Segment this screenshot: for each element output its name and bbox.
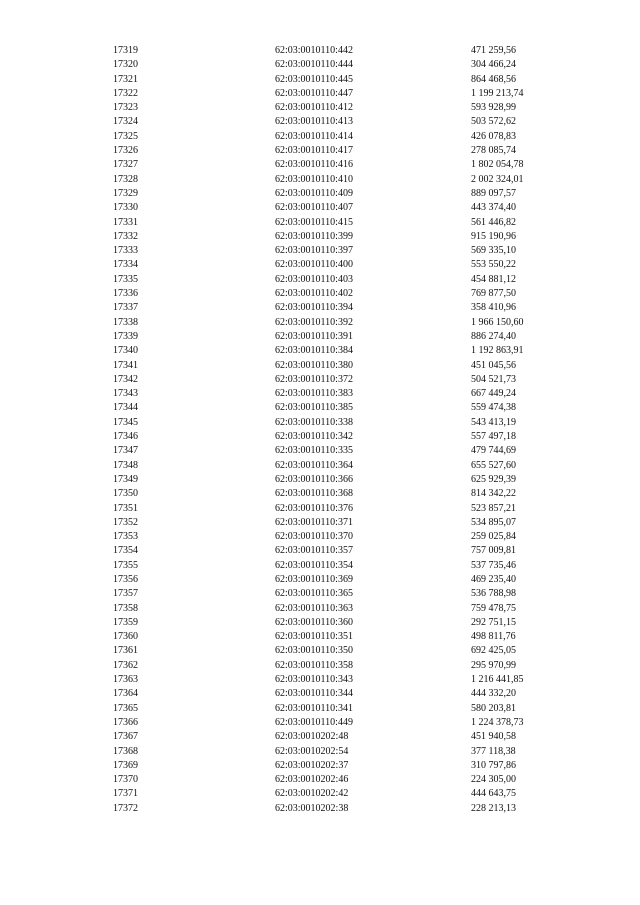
cadastral-value: 454 881,12 xyxy=(471,273,516,285)
cadastral-value: 503 572,62 xyxy=(471,116,516,128)
cadastral-value: 377 118,38 xyxy=(471,745,516,757)
table-row xyxy=(0,487,640,501)
row-number: 17349 xyxy=(113,473,138,485)
table-row xyxy=(0,559,640,573)
table-row xyxy=(0,787,640,801)
cadastral-number: 62:03:0010110:363 xyxy=(275,602,353,614)
table-row xyxy=(0,745,640,759)
cadastral-number: 62:03:0010110:335 xyxy=(275,445,353,457)
table-row xyxy=(0,530,640,544)
table-row xyxy=(0,673,640,687)
row-number: 17345 xyxy=(113,416,138,428)
cadastral-value: 593 928,99 xyxy=(471,102,516,114)
cadastral-value: 224 305,00 xyxy=(471,774,516,786)
cadastral-value: 292 751,15 xyxy=(471,616,516,628)
cadastral-number: 62:03:0010110:376 xyxy=(275,502,353,514)
row-number: 17355 xyxy=(113,559,138,571)
cadastral-value: 915 190,96 xyxy=(471,230,516,242)
row-number: 17357 xyxy=(113,588,138,600)
row-number: 17361 xyxy=(113,645,138,657)
cadastral-value: 1 966 150,60 xyxy=(471,316,524,328)
cadastral-number: 62:03:0010110:342 xyxy=(275,431,353,443)
table-row xyxy=(0,430,640,444)
row-number: 17360 xyxy=(113,631,138,643)
table-row xyxy=(0,502,640,516)
table-row xyxy=(0,73,640,87)
row-number: 17339 xyxy=(113,330,138,342)
table-row xyxy=(0,416,640,430)
cadastral-value: 259 025,84 xyxy=(471,531,516,543)
row-number: 17368 xyxy=(113,745,138,757)
table-row xyxy=(0,702,640,716)
row-number: 17354 xyxy=(113,545,138,557)
cadastral-number: 62:03:0010110:442 xyxy=(275,45,353,56)
row-number: 17352 xyxy=(113,516,138,528)
table-row xyxy=(0,101,640,115)
cadastral-number: 62:03:0010110:397 xyxy=(275,245,353,257)
table-row xyxy=(0,802,640,816)
cadastral-number: 62:03:0010110:338 xyxy=(275,416,353,428)
table-row xyxy=(0,330,640,344)
row-number: 17320 xyxy=(113,59,138,71)
cadastral-value: 278 085,74 xyxy=(471,145,516,157)
cadastral-number: 62:03:0010110:365 xyxy=(275,588,353,600)
cadastral-value: 295 970,99 xyxy=(471,659,516,671)
cadastral-number: 62:03:0010110:354 xyxy=(275,559,353,571)
table-row xyxy=(0,173,640,187)
cadastral-value: 523 857,21 xyxy=(471,502,516,514)
cadastral-value: 444 332,20 xyxy=(471,688,516,700)
cadastral-value: 557 497,18 xyxy=(471,431,516,443)
row-number: 17327 xyxy=(113,159,138,171)
row-number: 17335 xyxy=(113,273,138,285)
table-row xyxy=(0,730,640,744)
cadastral-number: 62:03:0010110:391 xyxy=(275,330,353,342)
cadastral-number: 62:03:0010202:48 xyxy=(275,731,349,743)
cadastral-number: 62:03:0010110:360 xyxy=(275,616,353,628)
cadastral-number: 62:03:0010110:366 xyxy=(275,473,353,485)
cadastral-number: 62:03:0010110:364 xyxy=(275,459,353,471)
cadastral-number: 62:03:0010110:371 xyxy=(275,516,353,528)
cadastral-number: 62:03:0010110:384 xyxy=(275,345,353,357)
row-number: 17319 xyxy=(113,45,138,56)
cadastral-value: 444 643,75 xyxy=(471,788,516,800)
cadastral-number: 62:03:0010110:383 xyxy=(275,388,353,400)
table-row xyxy=(0,44,640,58)
table-row xyxy=(0,573,640,587)
cadastral-number: 62:03:0010202:37 xyxy=(275,759,349,771)
table-row xyxy=(0,258,640,272)
row-number: 17333 xyxy=(113,245,138,257)
row-number: 17353 xyxy=(113,531,138,543)
cadastral-value: 426 078,83 xyxy=(471,130,516,142)
cadastral-number: 62:03:0010110:403 xyxy=(275,273,353,285)
table-row xyxy=(0,344,640,358)
row-number: 17356 xyxy=(113,573,138,585)
table-row xyxy=(0,115,640,129)
row-number: 17331 xyxy=(113,216,138,228)
row-number: 17328 xyxy=(113,173,138,185)
row-number: 17336 xyxy=(113,288,138,300)
cadastral-number: 62:03:0010110:415 xyxy=(275,216,353,228)
cadastral-value: 889 097,57 xyxy=(471,187,516,199)
cadastral-number: 62:03:0010110:399 xyxy=(275,230,353,242)
cadastral-value: 553 550,22 xyxy=(471,259,516,271)
cadastral-number: 62:03:0010110:343 xyxy=(275,674,353,686)
row-number: 17371 xyxy=(113,788,138,800)
cadastral-number: 62:03:0010110:372 xyxy=(275,373,353,385)
cadastral-number: 62:03:0010110:370 xyxy=(275,531,353,543)
cadastral-value: 1 802 054,78 xyxy=(471,159,524,171)
table-row xyxy=(0,387,640,401)
table-row xyxy=(0,301,640,315)
cadastral-value: 1 224 378,73 xyxy=(471,716,524,728)
cadastral-value: 228 213,13 xyxy=(471,802,516,814)
row-number: 17351 xyxy=(113,502,138,514)
cadastral-number: 62:03:0010110:445 xyxy=(275,73,353,85)
cadastral-value: 559 474,38 xyxy=(471,402,516,414)
table-row xyxy=(0,130,640,144)
row-number: 17367 xyxy=(113,731,138,743)
row-number: 17323 xyxy=(113,102,138,114)
table-row xyxy=(0,287,640,301)
row-number: 17332 xyxy=(113,230,138,242)
row-number: 17337 xyxy=(113,302,138,314)
cadastral-number: 62:03:0010202:38 xyxy=(275,802,349,814)
cadastral-value: 561 446,82 xyxy=(471,216,516,228)
table-row xyxy=(0,216,640,230)
cadastral-value: 886 274,40 xyxy=(471,330,516,342)
cadastral-number: 62:03:0010110:369 xyxy=(275,573,353,585)
table-row xyxy=(0,587,640,601)
row-number: 17362 xyxy=(113,659,138,671)
cadastral-number: 62:03:0010202:46 xyxy=(275,774,349,786)
row-number: 17372 xyxy=(113,802,138,814)
cadastral-number: 62:03:0010110:444 xyxy=(275,59,353,71)
cadastral-number: 62:03:0010110:417 xyxy=(275,145,353,157)
cadastral-number: 62:03:0010110:368 xyxy=(275,488,353,500)
row-number: 17330 xyxy=(113,202,138,214)
cadastral-number: 62:03:0010110:414 xyxy=(275,130,353,142)
table-row xyxy=(0,630,640,644)
table-row xyxy=(0,87,640,101)
cadastral-value: 498 811,76 xyxy=(471,631,516,643)
row-number: 17343 xyxy=(113,388,138,400)
cadastral-number: 62:03:0010110:409 xyxy=(275,187,353,199)
cadastral-number: 62:03:0010110:350 xyxy=(275,645,353,657)
cadastral-number: 62:03:0010110:385 xyxy=(275,402,353,414)
table-row xyxy=(0,201,640,215)
row-number: 17366 xyxy=(113,716,138,728)
row-number: 17334 xyxy=(113,259,138,271)
cadastral-value: 692 425,05 xyxy=(471,645,516,657)
cadastral-value: 310 797,86 xyxy=(471,759,516,771)
row-number: 17358 xyxy=(113,602,138,614)
table-row xyxy=(0,644,640,658)
table-row xyxy=(0,602,640,616)
cadastral-value: 451 940,58 xyxy=(471,731,516,743)
row-number: 17329 xyxy=(113,187,138,199)
row-number: 17364 xyxy=(113,688,138,700)
cadastral-number: 62:03:0010110:402 xyxy=(275,288,353,300)
cadastral-value: 667 449,24 xyxy=(471,388,516,400)
cadastral-value: 625 929,39 xyxy=(471,473,516,485)
cadastral-number: 62:03:0010110:410 xyxy=(275,173,353,185)
table-row xyxy=(0,616,640,630)
table-row xyxy=(0,230,640,244)
cadastral-value-table xyxy=(0,44,640,816)
row-number: 17321 xyxy=(113,73,138,85)
table-row xyxy=(0,158,640,172)
cadastral-number: 62:03:0010110:380 xyxy=(275,359,353,371)
row-number: 17346 xyxy=(113,431,138,443)
cadastral-number: 62:03:0010110:407 xyxy=(275,202,353,214)
row-number: 17370 xyxy=(113,774,138,786)
cadastral-number: 62:03:0010110:447 xyxy=(275,87,353,99)
cadastral-number: 62:03:0010110:341 xyxy=(275,702,353,714)
row-number: 17369 xyxy=(113,759,138,771)
table-row xyxy=(0,759,640,773)
table-row xyxy=(0,459,640,473)
cadastral-number: 62:03:0010110:392 xyxy=(275,316,353,328)
cadastral-value: 543 413,19 xyxy=(471,416,516,428)
cadastral-value: 1 216 441,85 xyxy=(471,674,524,686)
cadastral-value: 304 466,24 xyxy=(471,59,516,71)
cadastral-value: 759 478,75 xyxy=(471,602,516,614)
cadastral-value: 864 468,56 xyxy=(471,73,516,85)
cadastral-value: 769 877,50 xyxy=(471,288,516,300)
row-number: 17322 xyxy=(113,87,138,99)
cadastral-value: 580 203,81 xyxy=(471,702,516,714)
row-number: 17344 xyxy=(113,402,138,414)
cadastral-number: 62:03:0010110:358 xyxy=(275,659,353,671)
row-number: 17340 xyxy=(113,345,138,357)
cadastral-value: 655 527,60 xyxy=(471,459,516,471)
row-number: 17325 xyxy=(113,130,138,142)
cadastral-value: 757 009,81 xyxy=(471,545,516,557)
table-row xyxy=(0,659,640,673)
cadastral-number: 62:03:0010110:400 xyxy=(275,259,353,271)
cadastral-value: 469 235,40 xyxy=(471,573,516,585)
row-number: 17338 xyxy=(113,316,138,328)
cadastral-number: 62:03:0010202:42 xyxy=(275,788,349,800)
cadastral-value: 504 521,73 xyxy=(471,373,516,385)
table-row xyxy=(0,716,640,730)
table-row xyxy=(0,773,640,787)
table-row xyxy=(0,273,640,287)
cadastral-number: 62:03:0010110:412 xyxy=(275,102,353,114)
cadastral-value: 358 410,96 xyxy=(471,302,516,314)
table-row xyxy=(0,373,640,387)
table-row xyxy=(0,687,640,701)
row-number: 17324 xyxy=(113,116,138,128)
table-row xyxy=(0,359,640,373)
table-row xyxy=(0,444,640,458)
cadastral-number: 62:03:0010202:54 xyxy=(275,745,349,757)
row-number: 17342 xyxy=(113,373,138,385)
cadastral-value: 536 788,98 xyxy=(471,588,516,600)
cadastral-number: 62:03:0010110:413 xyxy=(275,116,353,128)
row-number: 17341 xyxy=(113,359,138,371)
row-number: 17359 xyxy=(113,616,138,628)
cadastral-value: 479 744,69 xyxy=(471,445,516,457)
table-row xyxy=(0,516,640,530)
row-number: 17363 xyxy=(113,674,138,686)
cadastral-value: 2 002 324,01 xyxy=(471,173,524,185)
table-row xyxy=(0,58,640,72)
cadastral-value: 569 335,10 xyxy=(471,245,516,257)
table-row xyxy=(0,187,640,201)
row-number: 17350 xyxy=(113,488,138,500)
table-row xyxy=(0,144,640,158)
cadastral-value: 443 374,40 xyxy=(471,202,516,214)
table-row xyxy=(0,244,640,258)
cadastral-number: 62:03:0010110:394 xyxy=(275,302,353,314)
cadastral-value: 451 045,56 xyxy=(471,359,516,371)
table-row xyxy=(0,316,640,330)
row-number: 17365 xyxy=(113,702,138,714)
row-number: 17348 xyxy=(113,459,138,471)
cadastral-value: 537 735,46 xyxy=(471,559,516,571)
cadastral-value: 1 199 213,74 xyxy=(471,87,524,99)
table-row xyxy=(0,401,640,415)
cadastral-value: 1 192 863,91 xyxy=(471,345,524,357)
row-number: 17347 xyxy=(113,445,138,457)
cadastral-number: 62:03:0010110:449 xyxy=(275,716,353,728)
cadastral-value: 534 895,07 xyxy=(471,516,516,528)
cadastral-number: 62:03:0010110:351 xyxy=(275,631,353,643)
cadastral-number: 62:03:0010110:344 xyxy=(275,688,353,700)
table-row xyxy=(0,473,640,487)
cadastral-value: 814 342,22 xyxy=(471,488,516,500)
cadastral-number: 62:03:0010110:357 xyxy=(275,545,353,557)
cadastral-number: 62:03:0010110:416 xyxy=(275,159,353,171)
row-number: 17326 xyxy=(113,145,138,157)
table-row xyxy=(0,544,640,558)
cadastral-value: 471 259,56 xyxy=(471,45,516,56)
